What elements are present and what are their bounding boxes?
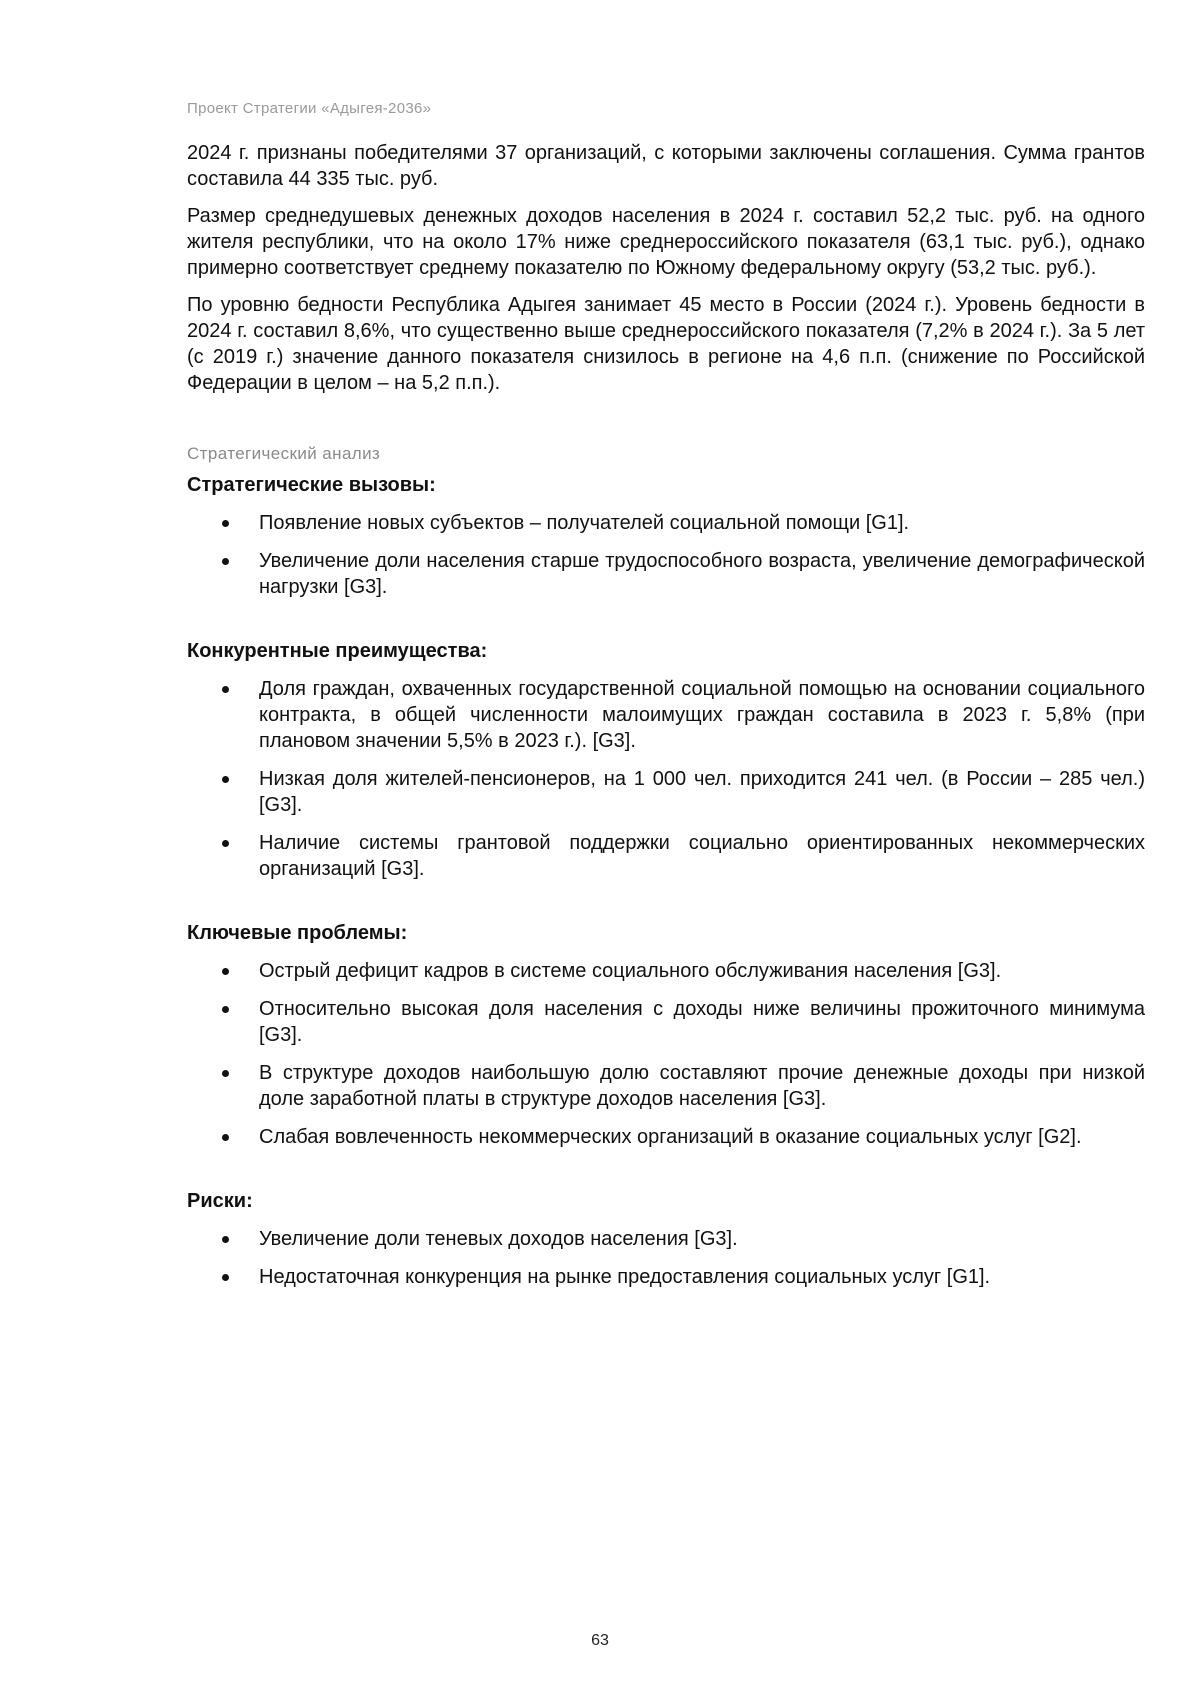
bullet-icon [222, 840, 229, 847]
list-item [187, 1124, 1145, 1150]
paragraph-income: Размер среднедушевых денежных доходов населения в 2024 г. составил 52,2 тыс. руб. на одного жителя республики, что на около 17% ниже среднероссийского показателя (63,1 тыс. руб.), однако примерно соответствует среднему показателю по Южному федеральному округу (53,2 тыс. руб.). [187, 205, 1145, 279]
risks-list [187, 1226, 1145, 1290]
list-item-text: Наличие системы грантовой поддержки социально ориентированных некоммерческих организаций [G3]. [259, 832, 1145, 880]
list-item-text: Доля граждан, охваченных государственной социальной помощью на основании социального контракта, в общей численности малоимущих граждан составила в 2023 г. 5,8% (при плановом значении 5,5% в 2023 г.). [G3]. [259, 678, 1145, 752]
bullet-icon [222, 686, 229, 693]
list-item-text: Увеличение доли населения старше трудоспособного возраста, увеличение демографической нагрузки [G3]. [259, 550, 1145, 598]
list-item [187, 830, 1145, 882]
problems-list [187, 958, 1145, 1150]
bullet-icon [222, 1006, 229, 1013]
challenges-list [187, 510, 1145, 600]
bullet-icon [222, 776, 229, 783]
list-item [187, 1226, 1145, 1252]
list-item [187, 766, 1145, 818]
list-item [187, 996, 1145, 1048]
paragraph-poverty: По уровню бедности Республика Адыгея занимает 45 место в России (2024 г.). Уровень бедности в 2024 г. составил 8,6%, что существенно выше среднероссийского показателя (7,2% в 2024 г.). За 5 лет (с 2019 г.) значение данного показателя снизилось в регионе на 4,6 п.п. (снижение по Российской Федерации в целом – на 5,2 п.п.). [187, 294, 1145, 394]
bullet-icon [222, 1274, 229, 1281]
bullet-icon [222, 1070, 229, 1077]
list-item [187, 958, 1145, 984]
list-item-text: Увеличение доли теневых доходов населения [G3]. [259, 1228, 738, 1250]
challenges-heading: Стратегические вызовы: [187, 474, 436, 496]
running-header: Проект Стратегии «Адыгея-2036» [187, 100, 432, 117]
list-item-text: Слабая вовлеченность некоммерческих организаций в оказание социальных услуг [G2]. [259, 1126, 1082, 1148]
bullet-icon [222, 1236, 229, 1243]
paragraph-grants: 2024 г. признаны победителями 37 организаций, с которыми заключены соглашения. Сумма грантов составила 44 335 тыс. руб. [187, 142, 1145, 190]
list-item [187, 548, 1145, 600]
risks-heading: Риски: [187, 1190, 253, 1212]
list-item [187, 676, 1145, 754]
list-item-text: В структуре доходов наибольшую долю составляют прочие денежные доходы при низкой доле заработной платы в структуре доходов населения [G3]. [259, 1062, 1145, 1110]
problems-heading: Ключевые проблемы: [187, 922, 408, 944]
bullet-icon [222, 558, 229, 565]
page-content [187, 140, 1145, 1302]
list-item [187, 510, 1145, 536]
advantages-list [187, 676, 1145, 882]
bullet-icon [222, 968, 229, 975]
bullet-icon [222, 1134, 229, 1141]
list-item-text: Недостаточная конкуренция на рынке предоставления социальных услуг [G1]. [259, 1266, 991, 1288]
bullet-icon [222, 520, 229, 527]
list-item-text: Острый дефицит кадров в системе социального обслуживания населения [G3]. [259, 960, 1002, 982]
list-item-text: Появление новых субъектов – получателей социальной помощи [G1]. [259, 512, 910, 534]
list-item-text: Относительно высокая доля населения с доходы ниже величины прожиточного минимума [G3]. [259, 998, 1145, 1046]
section-title: Стратегический анализ [187, 444, 381, 463]
list-item [187, 1060, 1145, 1112]
list-item-text: Низкая доля жителей-пенсионеров, на 1 000 чел. приходится 241 чел. (в России – 285 чел.) [G3]. [259, 768, 1145, 816]
list-item [187, 1264, 1145, 1290]
page-number: 63 [591, 1632, 609, 1649]
advantages-heading: Конкурентные преимущества: [187, 640, 488, 662]
